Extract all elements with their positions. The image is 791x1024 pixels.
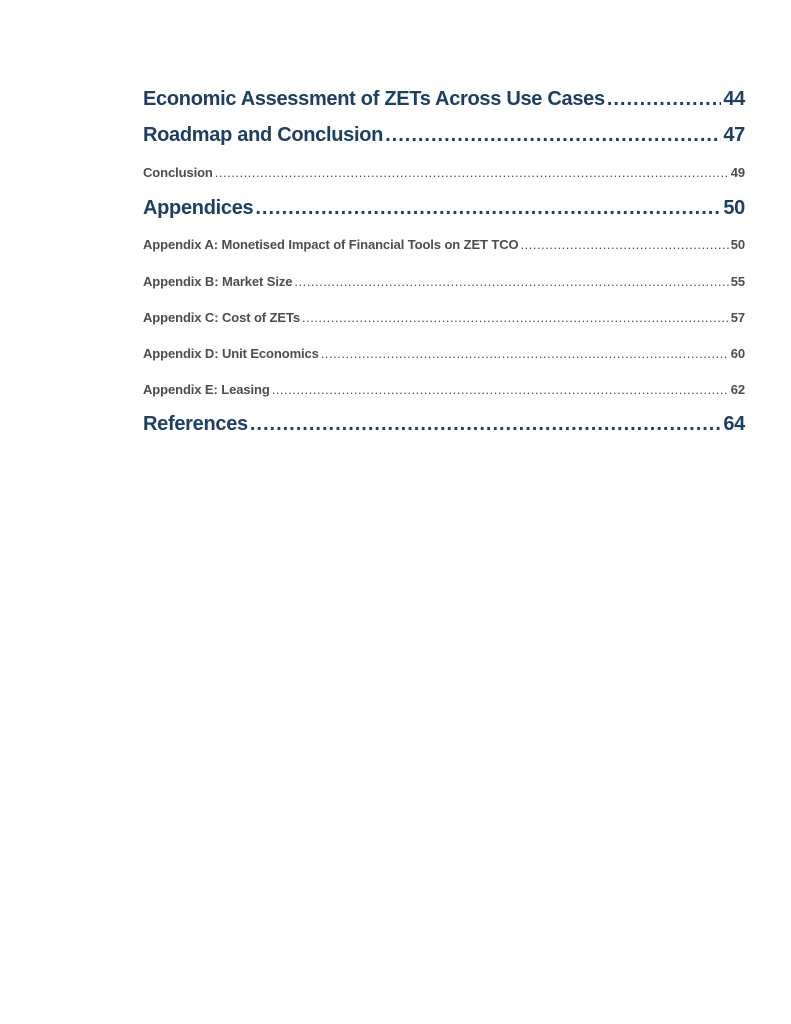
toc-entry-title: Appendix B: Market Size: [143, 274, 293, 289]
dot-leader: [250, 413, 722, 436]
toc-page-number: 64: [723, 413, 745, 435]
toc-page-number: 50: [730, 237, 745, 252]
toc-entry-appendix-b[interactable]: [143, 274, 745, 289]
toc-entry-appendix-c[interactable]: [143, 310, 745, 325]
dot-leader: [255, 197, 721, 220]
toc-page-number: 62: [730, 382, 745, 397]
toc-page-number: 57: [730, 310, 745, 325]
toc-entry-appendix-d[interactable]: [143, 346, 745, 361]
toc-entry-roadmap[interactable]: [143, 124, 745, 147]
toc-entry-appendix-e[interactable]: [143, 382, 745, 397]
dot-leader: [302, 310, 729, 325]
toc-entry-appendix-a[interactable]: [143, 237, 745, 252]
dot-leader: [294, 274, 728, 289]
dot-leader: [521, 237, 729, 252]
toc-entry-economic-assessment[interactable]: [143, 88, 745, 111]
toc-page-number: 49: [730, 165, 745, 180]
dot-leader: [385, 124, 721, 147]
toc-entry-title: References: [143, 413, 248, 435]
toc-entry-title: Appendix A: Monetised Impact of Financial Tools on ZET TCO: [143, 237, 519, 252]
toc-page-number: 60: [730, 346, 745, 361]
toc-entry-title: Appendix C: Cost of ZETs: [143, 310, 300, 325]
toc-entry-references[interactable]: [143, 413, 745, 436]
toc-entry-title: Appendices: [143, 197, 254, 219]
toc-entry-title: Conclusion: [143, 165, 213, 180]
toc-entry-conclusion[interactable]: [143, 165, 745, 180]
dot-leader: [272, 382, 729, 397]
toc-page-number: 50: [723, 197, 745, 219]
toc-page-number: 47: [723, 124, 745, 146]
toc-entry-title: Appendix D: Unit Economics: [143, 346, 319, 361]
dot-leader: [607, 88, 722, 111]
toc-entry-title: Economic Assessment of ZETs Across Use Cases: [143, 88, 605, 110]
toc-page-number: 44: [723, 88, 745, 110]
toc-entry-title: Appendix E: Leasing: [143, 382, 270, 397]
dot-leader: [321, 346, 729, 361]
toc-page-number: 55: [730, 274, 745, 289]
toc-entry-appendices[interactable]: [143, 197, 745, 220]
dot-leader: [215, 165, 729, 180]
toc-entry-title: Roadmap and Conclusion: [143, 124, 384, 146]
